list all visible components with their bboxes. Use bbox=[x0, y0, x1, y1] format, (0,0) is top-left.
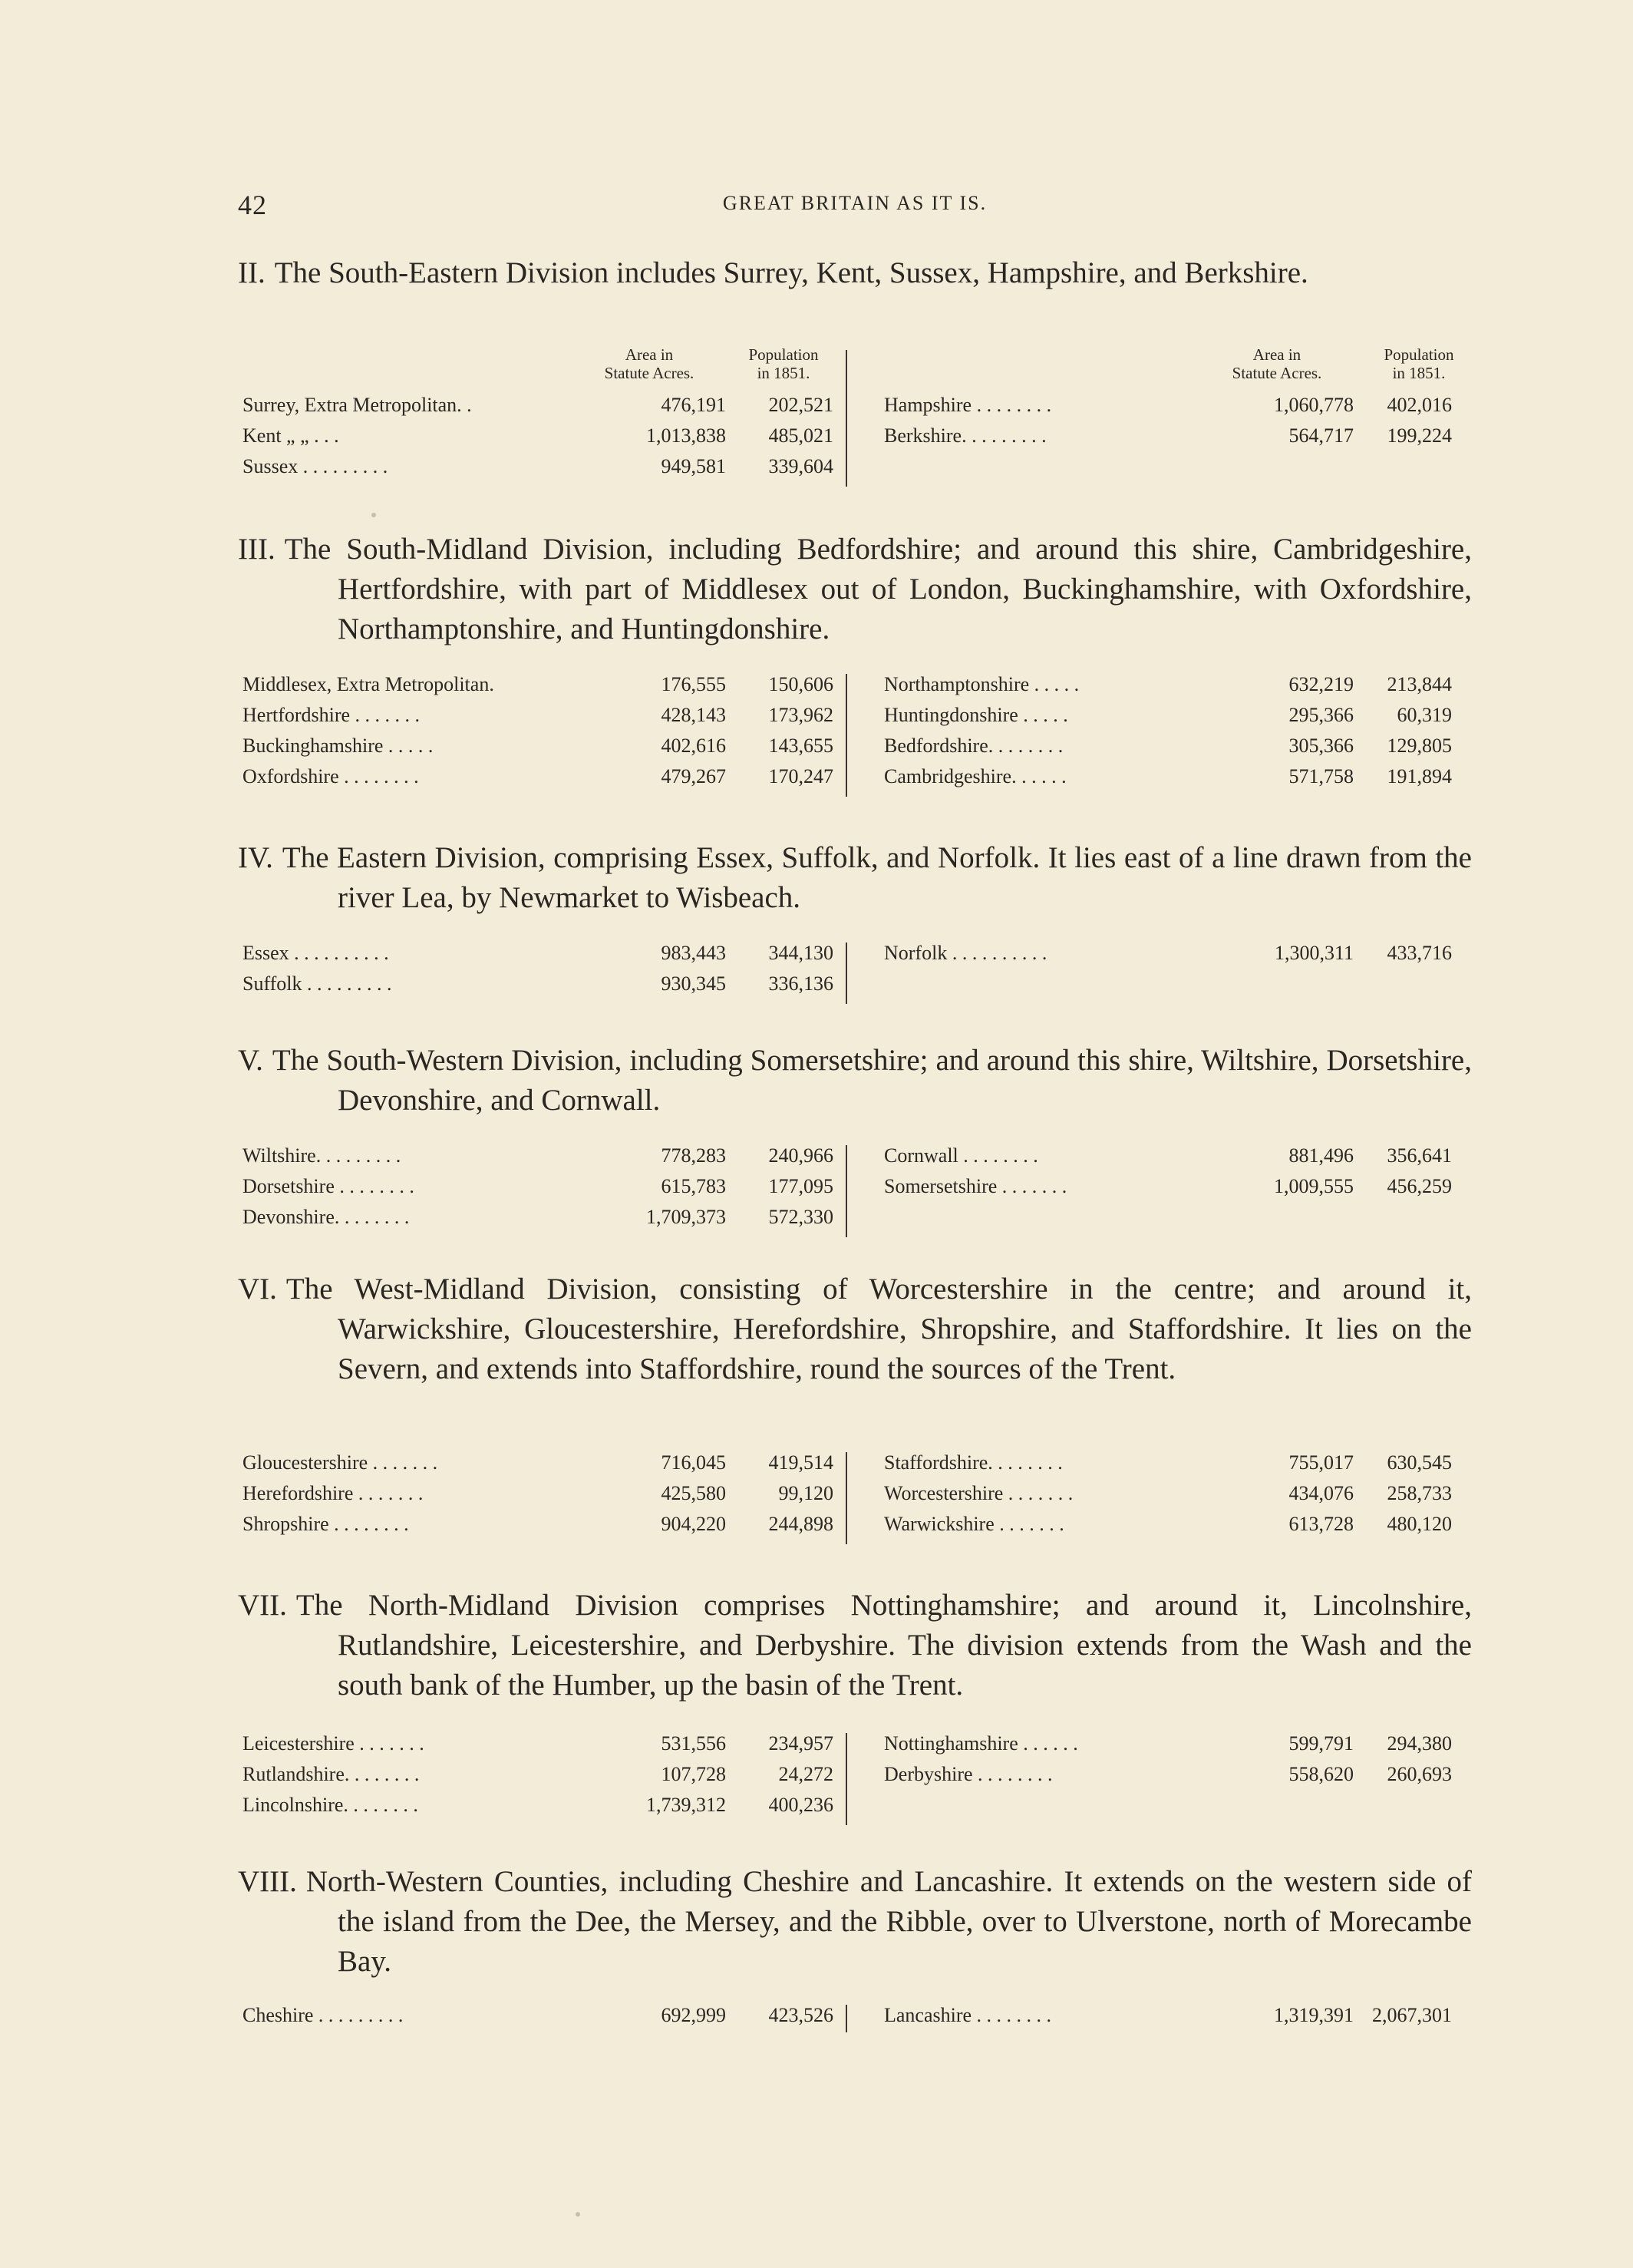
area-value: 564,717 bbox=[1288, 424, 1354, 447]
table-row bbox=[242, 390, 833, 421]
area-value: 983,443 bbox=[661, 942, 726, 964]
table-row bbox=[242, 731, 833, 761]
table-row bbox=[884, 1759, 1473, 1790]
table-row bbox=[242, 969, 833, 999]
area-value: 1,319,391 bbox=[1274, 2004, 1354, 2026]
area-value: 599,791 bbox=[1288, 1732, 1354, 1755]
table-row bbox=[884, 1141, 1473, 1171]
table-row bbox=[884, 938, 1473, 969]
table-left-column bbox=[242, 1448, 833, 1540]
population-header: Population in 1851. bbox=[748, 345, 819, 382]
table-row bbox=[242, 1509, 833, 1540]
area-value: 1,709,373 bbox=[646, 1206, 726, 1228]
column-divider bbox=[846, 1145, 847, 1237]
county-name: Dorsetshire . . . . . . . . bbox=[242, 1175, 414, 1197]
table-row bbox=[884, 1171, 1473, 1202]
table-row bbox=[884, 669, 1473, 700]
population-value: 356,641 bbox=[1387, 1144, 1452, 1167]
area-value: 176,555 bbox=[661, 673, 726, 695]
section-heading-iii bbox=[238, 530, 1472, 649]
population-value: 456,259 bbox=[1387, 1175, 1452, 1197]
area-value: 1,060,778 bbox=[1274, 394, 1354, 416]
section-text: The South-Western Division, including Somersetshire; and around this shire, Wiltshire, Dorsetshire, Devonshire, and Cornwall. bbox=[272, 1044, 1472, 1117]
county-name: Leicestershire . . . . . . . bbox=[242, 1732, 424, 1755]
county-name: Worcestershire . . . . . . . bbox=[884, 1482, 1074, 1504]
table-row bbox=[242, 451, 833, 482]
population-value: 423,526 bbox=[768, 2004, 833, 2026]
area-value: 692,999 bbox=[661, 2004, 726, 2026]
area-value: 476,191 bbox=[661, 394, 726, 416]
table-row bbox=[242, 1728, 833, 1759]
table-right-column bbox=[884, 938, 1473, 969]
area-value: 613,728 bbox=[1288, 1513, 1354, 1535]
county-name: Suffolk . . . . . . . . . bbox=[242, 972, 392, 995]
area-value: 305,366 bbox=[1288, 735, 1354, 757]
county-name: Essex . . . . . . . . . . bbox=[242, 942, 389, 964]
table-row bbox=[242, 669, 833, 700]
county-name: Surrey, Extra Metropolitan. . bbox=[242, 394, 472, 416]
area-value: 615,783 bbox=[661, 1175, 726, 1197]
area-value: 295,366 bbox=[1288, 704, 1354, 726]
area-value: 531,556 bbox=[661, 1732, 726, 1755]
county-name: Hertfordshire . . . . . . . bbox=[242, 704, 421, 726]
table-row bbox=[884, 1728, 1473, 1759]
population-value: 630,545 bbox=[1387, 1451, 1452, 1474]
county-name: Northamptonshire . . . . . bbox=[884, 673, 1080, 695]
table-row bbox=[242, 1759, 833, 1790]
population-value: 143,655 bbox=[768, 735, 833, 757]
county-name: Lancashire . . . . . . . . bbox=[884, 2004, 1052, 2026]
area-value: 1,009,555 bbox=[1274, 1175, 1354, 1197]
population-value: 129,805 bbox=[1387, 735, 1452, 757]
population-value: 60,319 bbox=[1397, 704, 1452, 726]
section-text: The South-Eastern Division includes Surrey, Kent, Sussex, Hampshire, and Berkshire. bbox=[274, 256, 1308, 289]
column-header bbox=[884, 345, 1473, 390]
table-left-column bbox=[242, 938, 833, 999]
table-right-column bbox=[884, 669, 1473, 792]
table-row bbox=[884, 421, 1473, 451]
county-name: Wiltshire. . . . . . . . . bbox=[242, 1144, 401, 1167]
table-row bbox=[884, 731, 1473, 761]
area-value: 1,739,312 bbox=[646, 1794, 726, 1816]
population-value: 244,898 bbox=[768, 1513, 833, 1535]
county-name: Herefordshire . . . . . . . bbox=[242, 1482, 424, 1504]
section-heading-iv bbox=[238, 838, 1472, 918]
population-value: 339,604 bbox=[768, 455, 833, 477]
population-value: 294,380 bbox=[1387, 1732, 1452, 1755]
area-value: 1,300,311 bbox=[1274, 942, 1354, 964]
area-value: 107,728 bbox=[661, 1763, 726, 1785]
column-divider bbox=[846, 1733, 847, 1825]
column-divider bbox=[846, 350, 847, 487]
table-left-column bbox=[242, 1728, 833, 1821]
section-heading-viii bbox=[238, 1862, 1472, 1982]
population-value: 402,016 bbox=[1387, 394, 1452, 416]
area-value: 434,076 bbox=[1288, 1482, 1354, 1504]
population-value: 150,606 bbox=[768, 673, 833, 695]
section-number: VII. bbox=[238, 1589, 287, 1622]
column-header bbox=[242, 345, 833, 390]
population-value: 213,844 bbox=[1387, 673, 1452, 695]
county-name: Derbyshire . . . . . . . . bbox=[884, 1763, 1053, 1785]
table-row bbox=[884, 700, 1473, 731]
area-value: 632,219 bbox=[1288, 673, 1354, 695]
population-value: 173,962 bbox=[768, 704, 833, 726]
area-value: 716,045 bbox=[661, 1451, 726, 1474]
table-right-column bbox=[884, 1728, 1473, 1790]
table-right-column bbox=[884, 1141, 1473, 1202]
area-value: 1,013,838 bbox=[646, 424, 726, 447]
county-name: Lincolnshire. . . . . . . . bbox=[242, 1794, 418, 1816]
county-name: Shropshire . . . . . . . . bbox=[242, 1513, 409, 1535]
section-heading-ii bbox=[238, 253, 1472, 293]
column-divider bbox=[846, 943, 847, 1004]
page-number: 42 bbox=[238, 190, 267, 220]
section-text: The West-Midland Division, consisting of Worcestershire in the centre; and around it, Warwickshire, Gloucestershire, Herefordshire, Shropshire, and Staffordshire. It lies on the Severn, and extends into Staffordshire, round the sources of the Trent. bbox=[285, 1273, 1472, 1385]
county-name: Berkshire. . . . . . . . . bbox=[884, 424, 1047, 447]
population-value: 170,247 bbox=[768, 765, 833, 787]
county-name: Rutlandshire. . . . . . . . bbox=[242, 1763, 420, 1785]
section-text: The South-Midland Division, including Bedfordshire; and around this shire, Cambridgeshire, Hertfordshire, with part of Middlesex out of London, Buckinghamshire, with Oxfordshire, Northamptonshire, and Huntingdonshire. bbox=[284, 533, 1472, 645]
table-row bbox=[884, 1478, 1473, 1509]
running-title: GREAT BRITAIN AS IT IS. bbox=[722, 192, 988, 214]
table-left-column bbox=[242, 669, 833, 792]
population-value: 433,716 bbox=[1387, 942, 1452, 964]
area-header: Area in Statute Acres. bbox=[604, 345, 694, 382]
area-value: 402,616 bbox=[661, 735, 726, 757]
population-value: 177,095 bbox=[768, 1175, 833, 1197]
table-row bbox=[242, 700, 833, 731]
county-name: Sussex . . . . . . . . . bbox=[242, 455, 388, 477]
column-divider bbox=[846, 674, 847, 797]
county-name: Norfolk . . . . . . . . . . bbox=[884, 942, 1047, 964]
county-name: Somersetshire . . . . . . . bbox=[884, 1175, 1067, 1197]
population-value: 485,021 bbox=[768, 424, 833, 447]
population-value: 234,957 bbox=[768, 1732, 833, 1755]
county-name: Bedfordshire. . . . . . . . bbox=[884, 735, 1064, 757]
table-row bbox=[884, 2000, 1473, 2031]
table-right-column bbox=[884, 345, 1473, 451]
population-value: 202,521 bbox=[768, 394, 833, 416]
population-value: 2,067,301 bbox=[1372, 2004, 1452, 2026]
paper-speck bbox=[576, 2212, 580, 2217]
county-name: Cambridgeshire. . . . . . bbox=[884, 765, 1067, 787]
population-value: 344,130 bbox=[768, 942, 833, 964]
population-value: 572,330 bbox=[768, 1206, 833, 1228]
table-row bbox=[242, 1448, 833, 1478]
population-value: 258,733 bbox=[1387, 1482, 1452, 1504]
county-name: Devonshire. . . . . . . . bbox=[242, 1206, 410, 1228]
section-number: III. bbox=[238, 533, 275, 566]
area-value: 949,581 bbox=[661, 455, 726, 477]
table-row bbox=[884, 390, 1473, 421]
section-number: V. bbox=[238, 1044, 263, 1077]
section-number: IV. bbox=[238, 841, 273, 874]
county-name: Nottinghamshire . . . . . . bbox=[884, 1732, 1078, 1755]
section-text: The Eastern Division, comprising Essex, Suffolk, and Norfolk. It lies east of a line drawn from the river Lea, by Newmarket to Wisbeach. bbox=[282, 841, 1472, 914]
area-value: 904,220 bbox=[661, 1513, 726, 1535]
table-row bbox=[242, 761, 833, 792]
table-left-column bbox=[242, 1141, 833, 1233]
section-number: II. bbox=[238, 256, 266, 289]
area-value: 428,143 bbox=[661, 704, 726, 726]
county-name: Cheshire . . . . . . . . . bbox=[242, 2004, 404, 2026]
population-header: Population in 1851. bbox=[1384, 345, 1454, 382]
population-value: 480,120 bbox=[1387, 1513, 1452, 1535]
table-row bbox=[242, 1202, 833, 1233]
table-row bbox=[242, 1171, 833, 1202]
population-value: 400,236 bbox=[768, 1794, 833, 1816]
section-number: VI. bbox=[238, 1273, 277, 1306]
area-value: 881,496 bbox=[1288, 1144, 1354, 1167]
area-value: 479,267 bbox=[661, 765, 726, 787]
area-value: 571,758 bbox=[1288, 765, 1354, 787]
table-row bbox=[884, 1448, 1473, 1478]
county-name: Warwickshire . . . . . . . bbox=[884, 1513, 1064, 1535]
table-left-column bbox=[242, 2000, 833, 2031]
section-number: VIII. bbox=[238, 1865, 297, 1898]
area-value: 930,345 bbox=[661, 972, 726, 995]
table-row bbox=[242, 2000, 833, 2031]
population-value: 99,120 bbox=[778, 1482, 833, 1504]
area-value: 778,283 bbox=[661, 1144, 726, 1167]
county-name: Staffordshire. . . . . . . . bbox=[884, 1451, 1063, 1474]
section-heading-vii bbox=[238, 1586, 1472, 1705]
section-text: North-Western Counties, including Cheshire and Lancashire. It extends on the western side of the island from the Dee, the Mersey, and the Ribble, over to Ulverstone, north of Morecambe Bay. bbox=[305, 1865, 1472, 1978]
county-name: Buckinghamshire . . . . . bbox=[242, 735, 434, 757]
area-value: 425,580 bbox=[661, 1482, 726, 1504]
column-divider bbox=[846, 1452, 847, 1544]
table-row bbox=[242, 1790, 833, 1821]
table-row bbox=[242, 1141, 833, 1171]
population-value: 419,514 bbox=[768, 1451, 833, 1474]
population-value: 191,894 bbox=[1387, 765, 1452, 787]
area-header: Area in Statute Acres. bbox=[1232, 345, 1322, 382]
population-value: 240,966 bbox=[768, 1144, 833, 1167]
section-heading-v bbox=[238, 1041, 1472, 1121]
section-text: The North-Midland Division comprises Nottinghamshire; and around it, Lincolnshire, Rutlandshire, Leicestershire, and Derbyshire. The division extends from the Wash and the south bank of the Humber, up the basin of the Trent. bbox=[295, 1589, 1472, 1702]
table-row bbox=[884, 761, 1473, 792]
population-value: 24,272 bbox=[778, 1763, 833, 1785]
area-value: 558,620 bbox=[1288, 1763, 1354, 1785]
table-row bbox=[242, 938, 833, 969]
county-name: Cornwall . . . . . . . . bbox=[884, 1144, 1038, 1167]
county-name: Oxfordshire . . . . . . . . bbox=[242, 765, 419, 787]
table-row bbox=[242, 421, 833, 451]
table-row bbox=[884, 1509, 1473, 1540]
population-value: 336,136 bbox=[768, 972, 833, 995]
section-heading-vi bbox=[238, 1269, 1472, 1389]
table-left-column bbox=[242, 345, 833, 482]
county-name: Hampshire . . . . . . . . bbox=[884, 394, 1052, 416]
county-name: Middlesex, Extra Metropolitan. bbox=[242, 673, 494, 695]
column-divider bbox=[846, 2005, 847, 2032]
population-value: 199,224 bbox=[1387, 424, 1452, 447]
table-right-column bbox=[884, 1448, 1473, 1540]
population-value: 260,693 bbox=[1387, 1763, 1452, 1785]
county-name: Huntingdonshire . . . . . bbox=[884, 704, 1068, 726]
county-name: Kent „ „ . . . bbox=[242, 424, 339, 447]
table-right-column bbox=[884, 2000, 1473, 2031]
county-name: Gloucestershire . . . . . . . bbox=[242, 1451, 438, 1474]
area-value: 755,017 bbox=[1288, 1451, 1354, 1474]
table-row bbox=[242, 1478, 833, 1509]
paper-speck bbox=[371, 513, 376, 517]
